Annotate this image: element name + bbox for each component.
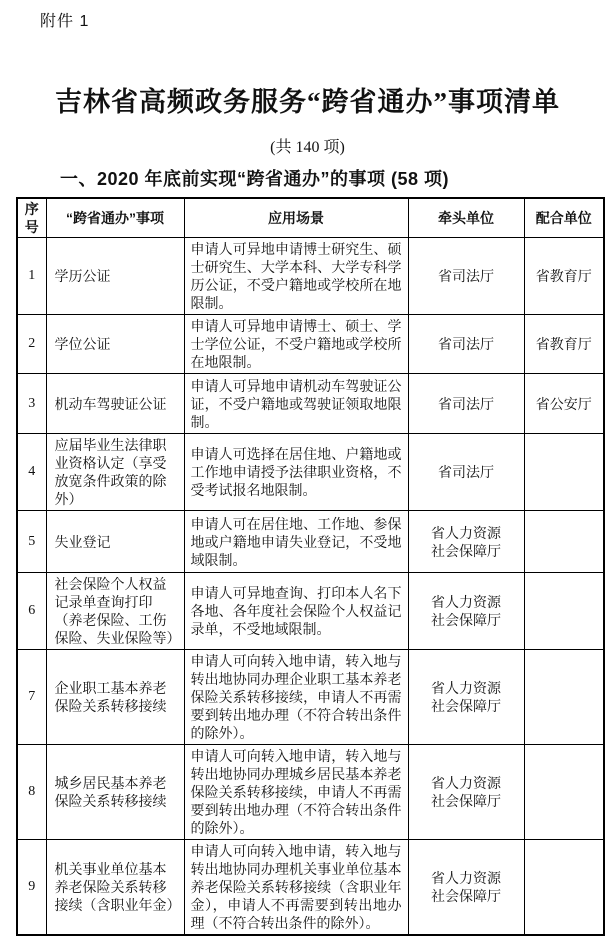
lead-unit-text: 省人力资源社会保障厅 [431,524,501,559]
lead-unit-cell [408,374,524,434]
lead-unit-text: 省司法厅 [438,336,494,352]
support-unit-text: 省公安厅 [535,395,592,412]
scene-cell: 申请人可向转入地申请，转入地与转出地协同办理企业职工基本养老保险关系转移接续，申请人不再需要到转出地办理（不符合转出条件的除外）。 [184,650,408,745]
row-number-cell: 5 [17,511,46,573]
table-row [17,238,604,315]
items-table [16,197,605,936]
row-number-cell: 3 [17,374,46,434]
support-unit-cell [524,434,604,511]
table-row [17,511,604,573]
item-name-cell: 城乡居民基本养老保险关系转移接续 [46,745,184,840]
table-row [17,434,604,511]
lead-unit-cell [408,238,524,315]
row-number-cell: 4 [17,434,46,511]
scene-cell: 申请人可在居住地、工作地、参保地或户籍地申请失业登记，不受地域限制。 [184,511,408,573]
lead-unit-cell [408,745,524,840]
row-number-cell: 6 [17,573,46,650]
support-unit-cell [524,511,604,573]
item-name-cell: 社会保险个人权益记录单查询打印（养老保险、工伤保险、失业保险等） [46,573,184,650]
table-row [17,650,604,745]
lead-unit-text: 省人力资源社会保障厅 [431,594,501,628]
lead-unit-cell [408,315,524,374]
item-name-cell: 学历公证 [46,238,184,315]
lead-unit-text: 省人力资源社会保障厅 [431,870,501,904]
scene-cell: 申请人可向转入地申请，转入地与转出地协同办理城乡居民基本养老保险关系转移接续，申请人不再需要到转出地办理（不符合转出条件的除外）。 [184,745,408,840]
support-unit-text: 省教育厅 [535,268,592,284]
support-unit-text: 省教育厅 [535,336,592,352]
support-unit-cell [524,238,604,315]
section-heading: 一、2020 年底前实现“跨省通办”的事项 (58 项) [60,169,450,189]
support-unit-cell [524,374,604,434]
scene-cell: 申请人可异地申请博士研究生、硕士研究生、大学本科、大学专科学历公证，不受户籍地或学校所在地限制。 [184,238,408,315]
lead-unit-cell [408,650,524,745]
attachment-label: 附件 1 [40,13,90,30]
lead-unit-cell [408,573,524,650]
table-row [17,840,604,936]
table-row [17,315,604,374]
page-title: 吉林省高频政务服务“跨省通办”事项清单 [55,87,560,117]
column-header-item: “跨省通办”事项 [46,198,184,238]
lead-unit-cell [408,434,524,511]
lead-unit-text: 省人力资源社会保障厅 [431,775,501,809]
item-name-cell: 机关事业单位基本养老保险关系转移接续（含职业年金） [46,840,184,936]
table-row [17,573,604,650]
table-header-row [17,198,604,238]
row-number-cell: 9 [17,840,46,936]
column-header-lead: 牵头单位 [408,198,524,238]
lead-unit-text: 省司法厅 [438,464,494,480]
item-name-cell: 学位公证 [46,315,184,374]
column-header-scene: 应用场景 [184,198,408,238]
scene-cell: 申请人可异地申请博士、硕士、学士学位公证，不受户籍地或学校所在地限制。 [184,315,408,374]
item-name-cell: 机动车驾驶证公证 [46,374,184,434]
lead-unit-text: 省人力资源社会保障厅 [431,680,501,714]
item-name-cell: 应届毕业生法律职业资格认定（享受放宽条件政策的除外） [46,434,184,511]
lead-unit-cell [408,840,524,936]
scene-cell: 申请人可选择在居住地、户籍地或工作地申请授予法律职业资格，不受考试报名地限制。 [184,434,408,511]
lead-unit-text: 省司法厅 [438,395,494,412]
total-count-subtitle: (共 140 项) [270,139,345,156]
row-number-cell: 8 [17,745,46,840]
support-unit-cell [524,840,604,936]
item-name-cell: 失业登记 [46,511,184,573]
lead-unit-cell [408,511,524,573]
table-row [17,374,604,434]
support-unit-cell [524,650,604,745]
row-number-cell: 2 [17,315,46,374]
column-header-support: 配合单位 [524,198,604,238]
item-name-cell: 企业职工基本养老保险关系转移接续 [46,650,184,745]
lead-unit-text: 省司法厅 [438,268,494,284]
support-unit-cell [524,315,604,374]
row-number-cell: 7 [17,650,46,745]
support-unit-cell [524,573,604,650]
scene-cell: 申请人可异地申请机动车驾驶证公证，不受户籍地或驾驶证领取地限制。 [184,374,408,434]
column-header-no: 序号 [17,198,46,238]
table-row [17,745,604,840]
support-unit-cell [524,745,604,840]
scene-cell: 申请人可向转入地申请，转入地与转出地协同办理机关事业单位基本养老保险关系转移接续（含职业年金），申请人不再需要到转出地办理（不符合转出条件的除外）。 [184,840,408,936]
scene-cell: 申请人可异地查询、打印本人名下各地、各年度社会保险个人权益记录单，不受地域限制。 [184,573,408,650]
row-number-cell: 1 [17,238,46,315]
